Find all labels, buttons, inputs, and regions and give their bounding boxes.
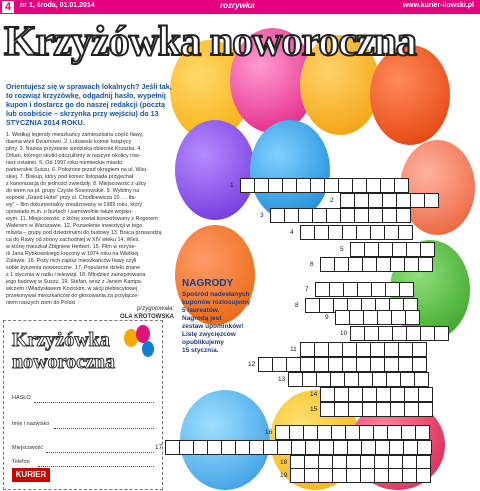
crossword-cell[interactable] xyxy=(406,326,421,341)
crossword-cell[interactable] xyxy=(434,326,449,341)
crossword-cell[interactable] xyxy=(399,282,414,297)
crossword-cell[interactable] xyxy=(366,178,381,193)
crossword-cell[interactable] xyxy=(344,372,359,387)
crossword-cell[interactable] xyxy=(368,208,383,223)
clue-number: 1 xyxy=(230,182,234,189)
prizes-line: Listę zwycięzców xyxy=(182,331,236,338)
clue-number: 7 xyxy=(305,286,309,293)
crossword-cell[interactable] xyxy=(404,402,419,417)
crossword-cell[interactable] xyxy=(334,257,349,272)
crossword-cell[interactable] xyxy=(420,326,435,341)
coupon-title xyxy=(12,329,115,373)
crossword-cell[interactable] xyxy=(305,298,320,313)
page-number: 4 xyxy=(2,1,14,13)
crossword-cell[interactable] xyxy=(165,440,180,455)
crossword-cell[interactable] xyxy=(359,425,374,440)
clue-line: Waterem w Warszawie. 12. Pozwolenie inwestycji w tego xyxy=(6,223,143,229)
crossword-cell[interactable] xyxy=(415,425,430,440)
crossword-cell[interactable] xyxy=(396,193,411,208)
crossword-cell[interactable] xyxy=(291,440,306,455)
prizes-line: zestaw upominków! xyxy=(182,323,244,330)
crossword-cell[interactable] xyxy=(402,468,417,483)
intro-text: Orientujesz się w sprawach lokalnych? Jeśli tak, to rozwiąż krzyżówkę, odgadnij hasło, wypełnij kupon i dostarcz go do naszej redakcji (pocztą lub osobiście – skrzynka przy wejściu) do 13 STYCZNIA 2014 ROKU. xyxy=(6,82,172,127)
crossword-cell[interactable] xyxy=(277,440,292,455)
crossword-cell[interactable] xyxy=(304,468,319,483)
entry-coupon xyxy=(3,320,163,490)
crossword-cell[interactable] xyxy=(288,372,303,387)
crossword-cell[interactable] xyxy=(384,225,399,240)
crossword-cell[interactable] xyxy=(314,342,329,357)
clue-number: 2 xyxy=(330,197,334,204)
crossword-cell[interactable] xyxy=(270,208,285,223)
coupon-title-line: noworoczna xyxy=(12,351,115,373)
crossword-cell[interactable] xyxy=(392,242,407,257)
crossword-cell[interactable] xyxy=(179,440,194,455)
crossword-cell[interactable] xyxy=(334,387,349,402)
crossword-cell[interactable] xyxy=(340,193,355,208)
crossword-cell[interactable] xyxy=(364,326,379,341)
crossword-cell[interactable] xyxy=(356,342,371,357)
crossword-cell[interactable] xyxy=(376,257,391,272)
crossword-cell[interactable] xyxy=(356,225,371,240)
clue-line: wy” – film dokumentalny zrealizowany w 1989 roku, który xyxy=(6,202,143,208)
crossword-cell[interactable] xyxy=(368,193,383,208)
site-url[interactable]: www.kurier-ilowski.pl xyxy=(402,2,474,9)
crossword-cell[interactable] xyxy=(342,357,357,372)
crossword-cell[interactable] xyxy=(400,372,415,387)
crossword-cell[interactable] xyxy=(290,468,305,483)
crossword-cell[interactable] xyxy=(328,342,343,357)
crossword-cell[interactable] xyxy=(289,425,304,440)
clue-number: 16 xyxy=(265,429,273,436)
crossword-cell[interactable] xyxy=(317,425,332,440)
field-label-haslo: HASŁO xyxy=(12,395,31,401)
crossword-cell[interactable] xyxy=(354,208,369,223)
crossword-cell[interactable] xyxy=(314,225,329,240)
prizes-line: Nagrodą jest xyxy=(182,315,222,322)
top-bar xyxy=(0,0,480,14)
name-field[interactable] xyxy=(54,427,154,429)
clue-line: sobie życzenia noworoczne. 17. Popularne dzieło znane xyxy=(6,265,141,271)
crossword-cell[interactable] xyxy=(390,387,405,402)
clue-number: 9 xyxy=(325,314,329,321)
crossword-cell[interactable] xyxy=(398,342,413,357)
crossword-cell[interactable] xyxy=(370,342,385,357)
clue-line: dawna wieś Dziarnowo. 2. Lubawski komar książęcy xyxy=(6,139,132,145)
crossword-cell[interactable] xyxy=(326,208,341,223)
clue-line: Żuławie. 16. Pozy nich zapisz mieszkańców Iławy czyli xyxy=(6,258,137,264)
crossword-cell[interactable] xyxy=(374,468,389,483)
crossword-cell[interactable] xyxy=(275,425,290,440)
crossword-cell[interactable] xyxy=(350,242,365,257)
crossword-cell[interactable] xyxy=(382,208,397,223)
coupon-title-line: Krzyżówka xyxy=(12,329,110,351)
prizes-line: 15 stycznia. xyxy=(182,347,219,354)
prizes-line: 5 laureatów. xyxy=(182,307,220,314)
crossword-cell[interactable] xyxy=(331,425,346,440)
clue-line: opowiada m.in. o burtach i samowolnie także wojsko- xyxy=(6,209,134,215)
clue-line: Orkan, którego skutki odczuliśmy w naszym okolicy rów- xyxy=(6,153,141,159)
clue-line: pilny. 3. Nazwa przystanie siedziska obiecnie Kruszka. 4. xyxy=(6,146,142,152)
crossword-cell[interactable] xyxy=(362,402,377,417)
crossword-cell[interactable] xyxy=(347,440,362,455)
crossword-cell[interactable] xyxy=(376,387,391,402)
crossword-cell[interactable] xyxy=(414,372,429,387)
crossword-cell[interactable] xyxy=(300,342,315,357)
crossword-cell[interactable] xyxy=(296,178,311,193)
crossword-cell[interactable] xyxy=(377,310,392,325)
crossword-cell[interactable] xyxy=(254,178,269,193)
crossword-cell[interactable] xyxy=(354,193,369,208)
crossword-cell[interactable] xyxy=(221,440,236,455)
page-title: Krzyżówka noworoczna xyxy=(4,19,416,65)
crossword-cell[interactable] xyxy=(350,326,365,341)
crossword-cell[interactable] xyxy=(312,208,327,223)
crossword-cell[interactable] xyxy=(363,310,378,325)
crossword-cell[interactable] xyxy=(361,440,376,455)
clue-number: 12 xyxy=(248,361,256,368)
crossword-cell[interactable] xyxy=(362,257,377,272)
clue-number: 3 xyxy=(260,212,264,219)
crossword-cell[interactable] xyxy=(398,225,413,240)
crossword-cell[interactable] xyxy=(249,440,264,455)
crossword-cell[interactable] xyxy=(406,242,421,257)
clue-line: sopocki „Grand Hotel” przy ul. Chodkiewicza 10. ... Ita- xyxy=(6,195,137,201)
crossword-cell[interactable] xyxy=(298,208,313,223)
crossword-cell[interactable] xyxy=(320,387,335,402)
crossword-cell[interactable] xyxy=(420,242,435,257)
clue-number: 19 xyxy=(280,472,288,479)
crossword-cell[interactable] xyxy=(349,310,364,325)
clue-number: 11 xyxy=(290,346,297,353)
clue-number: 14 xyxy=(310,391,318,398)
crossword-cell[interactable] xyxy=(352,178,367,193)
credit-label: przygotowała: xyxy=(136,306,174,312)
crossword-cell[interactable] xyxy=(401,425,416,440)
crossword-cell[interactable] xyxy=(342,225,357,240)
crossword-cell[interactable] xyxy=(410,193,425,208)
crossword-cell[interactable] xyxy=(412,342,427,357)
field-label-name: Imię i nazwisko xyxy=(12,421,50,427)
crossword-cell[interactable] xyxy=(302,372,317,387)
clue-line: skiej. 7. Biskup, który pod koniec listopada przyjechał xyxy=(6,174,134,180)
phone-field[interactable] xyxy=(38,465,154,467)
crossword-cell[interactable] xyxy=(320,257,335,272)
crossword-cell[interactable] xyxy=(418,387,433,402)
crossword-cell[interactable] xyxy=(412,357,427,372)
crossword-cell[interactable] xyxy=(360,468,375,483)
clues-list xyxy=(6,132,174,307)
crossword-cell[interactable] xyxy=(272,357,287,372)
crossword-cell[interactable] xyxy=(207,440,222,455)
section-name: rozrywka xyxy=(220,1,255,10)
crossword-cell[interactable] xyxy=(342,342,357,357)
crossword-cell[interactable] xyxy=(330,372,345,387)
crossword-cell[interactable] xyxy=(390,402,405,417)
crossword-cell[interactable] xyxy=(371,282,386,297)
prizes-line: kuponów rozlosujemy xyxy=(182,299,251,306)
crossword-cell[interactable] xyxy=(390,257,405,272)
crossword-cell[interactable] xyxy=(389,440,404,455)
crossword-cell[interactable] xyxy=(403,440,418,455)
crossword-cell[interactable] xyxy=(362,387,377,402)
crossword-cell[interactable] xyxy=(343,282,358,297)
crossword-cell[interactable] xyxy=(300,225,315,240)
crossword-cell[interactable] xyxy=(328,225,343,240)
crossword-cell[interactable] xyxy=(424,193,439,208)
clue-number: 18 xyxy=(280,459,288,466)
crossword-cell[interactable] xyxy=(318,468,333,483)
crossword-cell[interactable] xyxy=(335,310,350,325)
crossword-cell[interactable] xyxy=(235,440,250,455)
crossword-cell[interactable] xyxy=(340,208,355,223)
crossword-cell[interactable] xyxy=(282,178,297,193)
crossword-cell[interactable] xyxy=(384,357,399,372)
crossword-cell[interactable] xyxy=(319,440,334,455)
coupon-balloon-decoration xyxy=(142,341,154,357)
crossword-cell[interactable] xyxy=(385,282,400,297)
crossword-cell[interactable] xyxy=(328,357,343,372)
crossword-cell[interactable] xyxy=(258,357,273,372)
crossword-cell[interactable] xyxy=(314,357,329,372)
prizes-box xyxy=(182,278,272,355)
crossword-cell[interactable] xyxy=(334,402,349,417)
crossword-cell[interactable] xyxy=(193,440,208,455)
clue-line: partnerskie Suszu. 6. Położone przed okręgiem na ul. Wiej- xyxy=(6,167,148,173)
crossword-cell[interactable] xyxy=(305,440,320,455)
crossword-cell[interactable] xyxy=(404,387,419,402)
crossword-cell[interactable] xyxy=(417,440,432,455)
clue-line: wym. 11. Miejscowość, z której został koncertowany z Rogerem xyxy=(6,216,158,222)
crossword-cell[interactable] xyxy=(380,178,395,193)
clue-line: nież ostatnio. 5. Od 1997 roku niemieckie miasto xyxy=(6,160,123,166)
crossword-cell[interactable] xyxy=(284,208,299,223)
clue-number: 13 xyxy=(278,376,286,383)
crossword-cell[interactable] xyxy=(268,178,283,193)
clue-line: do teren na pl. grupy Czyste Sosnowskie. 9. Wybitny na xyxy=(6,188,140,194)
issue-info: nr 1, środa, 01.01.2014 xyxy=(20,2,95,9)
crossword-cell[interactable] xyxy=(372,372,387,387)
prizes-line: opublikujemy xyxy=(182,339,224,346)
clue-line: przekonywał mieszkańców do głosowania za przyłącze- xyxy=(6,293,140,299)
crossword-cell[interactable] xyxy=(386,372,401,387)
clue-number: 5 xyxy=(340,246,344,253)
crossword-cell[interactable] xyxy=(398,357,413,372)
crossword-cell[interactable] xyxy=(373,425,388,440)
clue-line: z 1 stycznia w radiu i telewizji. 18. Młodzież zainspirowana xyxy=(6,272,146,278)
crossword-cell[interactable] xyxy=(394,178,409,193)
clue-number: 4 xyxy=(290,229,294,236)
crossword-cell[interactable] xyxy=(384,342,399,357)
crossword-cell[interactable] xyxy=(370,225,385,240)
crossword-cell[interactable] xyxy=(346,468,361,483)
crossword-cell[interactable] xyxy=(382,193,397,208)
crossword-cell[interactable] xyxy=(405,310,420,325)
clue-line: jego budowę w Suszu. 19. Stefan, wraz z Janem Kamps- xyxy=(6,279,143,285)
field-label-phone: Telefon xyxy=(12,459,30,465)
prizes-line: Spośród nadesłanych xyxy=(182,291,250,298)
clue-number: 10 xyxy=(340,330,348,337)
clue-line: 1. Według legendy mieszkańcy zamieszkana część Iławy, xyxy=(6,132,144,138)
crossword-cell[interactable] xyxy=(391,310,406,325)
crossword-cell[interactable] xyxy=(356,357,371,372)
crossword-cell[interactable] xyxy=(418,402,433,417)
crossword-cell[interactable] xyxy=(310,178,325,193)
crossword-cell[interactable] xyxy=(319,298,334,313)
credit-author: OLA KROTOWSKA xyxy=(120,314,174,320)
crossword-cell[interactable] xyxy=(332,468,347,483)
crossword-cell[interactable] xyxy=(333,440,348,455)
kurier-logo: KURIER xyxy=(12,468,50,482)
clue-line: rii Jana Rybkowskiego kręcony w 1974 roku na Wielkiej xyxy=(6,251,139,257)
crossword-cell[interactable] xyxy=(396,208,411,223)
clue-line: wiczem i Władysławem Kozickim, w akcji plebiscytowej xyxy=(6,286,138,292)
clue-line: niem naszych ziem do Polski xyxy=(6,300,76,306)
crossword-cell[interactable] xyxy=(345,425,360,440)
crossword-cell[interactable] xyxy=(388,468,403,483)
crossword-cell[interactable] xyxy=(376,402,391,417)
crossword-cell[interactable] xyxy=(364,242,379,257)
crossword-cell[interactable] xyxy=(316,372,331,387)
clue-line: z kanonizacją do jedności zwiedziły. 8. Miejscowość z ulicy xyxy=(6,181,147,187)
clue-line: w której mieszkał Zbigniew Herbert. 15. Film w reżyse- xyxy=(6,244,137,250)
crossword-cell[interactable] xyxy=(375,440,390,455)
crossword-cell[interactable] xyxy=(303,425,318,440)
crossword-cell[interactable] xyxy=(329,282,344,297)
crossword-cell[interactable] xyxy=(263,440,278,455)
crossword-cell[interactable] xyxy=(286,357,301,372)
crossword-cell[interactable] xyxy=(240,178,255,193)
prizes-heading: NAGRODY xyxy=(182,278,234,289)
crossword-cell[interactable] xyxy=(300,357,315,372)
crossword-cell[interactable] xyxy=(324,178,339,193)
crossword-cell[interactable] xyxy=(315,282,330,297)
crossword-cell[interactable] xyxy=(358,372,373,387)
clue-number: 8 xyxy=(295,302,299,309)
crossword-cell[interactable] xyxy=(357,282,372,297)
crossword-cell[interactable] xyxy=(338,178,353,193)
crossword-cell[interactable] xyxy=(378,242,393,257)
crossword-cell[interactable] xyxy=(348,257,363,272)
clue-number: 6 xyxy=(310,261,314,268)
clue-number: 17 xyxy=(155,444,163,451)
crossword-cell[interactable] xyxy=(348,402,363,417)
clue-number: 15 xyxy=(310,406,318,413)
crossword-cell[interactable] xyxy=(348,387,363,402)
field-label-city: Miejscowość xyxy=(12,445,44,451)
crossword-cell[interactable] xyxy=(404,257,419,272)
crossword-cell[interactable] xyxy=(370,357,385,372)
crossword-cell[interactable] xyxy=(416,468,431,483)
crossword-cell[interactable] xyxy=(378,326,393,341)
crossword-cell[interactable] xyxy=(320,402,335,417)
crossword-cell[interactable] xyxy=(418,257,433,272)
crossword-cell[interactable] xyxy=(387,425,402,440)
crossword-cell[interactable] xyxy=(392,326,407,341)
haslo-field[interactable] xyxy=(34,401,154,403)
credit xyxy=(6,305,174,321)
clue-line: ca do Rawy od strony zachodniej w XIV wieku 14. Wieś, xyxy=(6,237,140,243)
city-field[interactable] xyxy=(46,451,154,453)
clue-line: miasta – grupy pod dziedzinami do budowy 13. Braca przewodzą xyxy=(6,230,162,236)
